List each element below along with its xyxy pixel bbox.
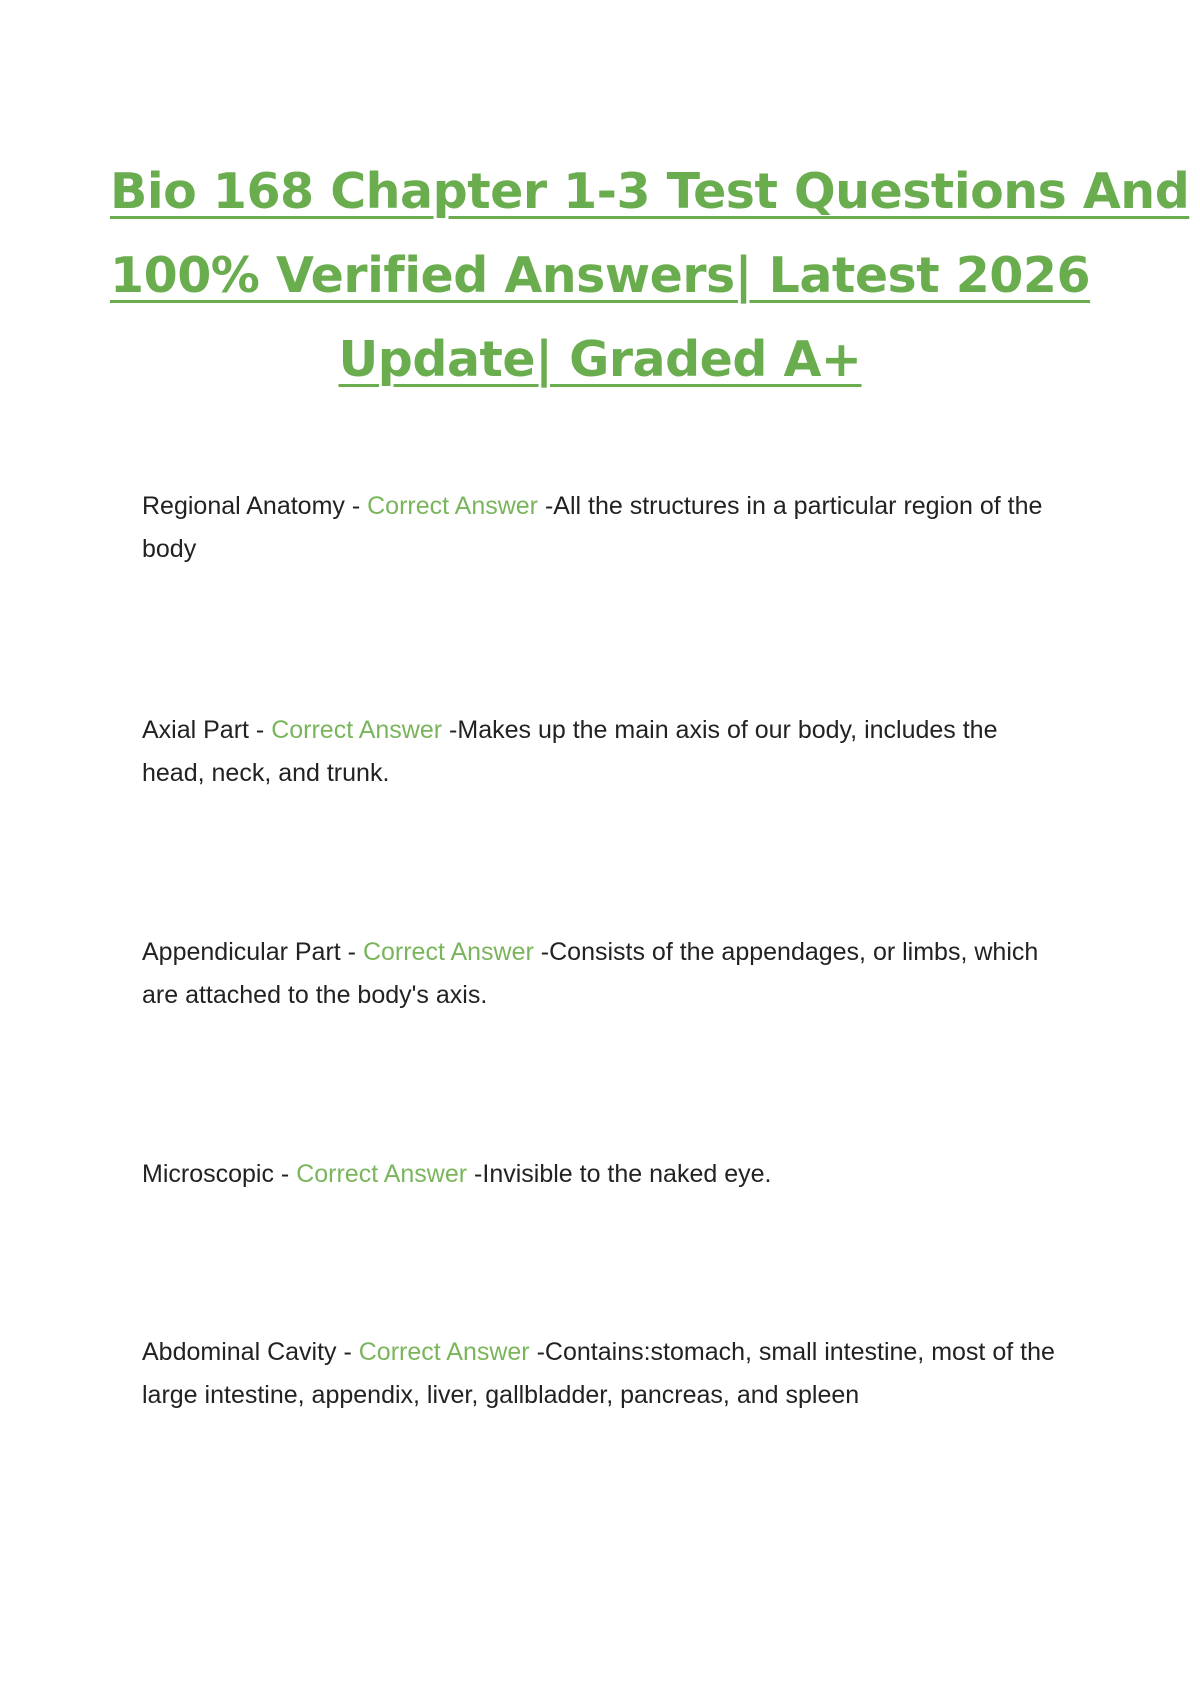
correct-answer-label: Correct Answer bbox=[367, 492, 539, 520]
qa-entry-appendicular-part: Appendicular Part - Correct Answer -Consists of the appendages, or limbs, which are attached to the body's axis. bbox=[142, 938, 1039, 1009]
entry-definition: Invisible to the naked eye. bbox=[482, 1160, 772, 1188]
entry-term: Axial Part bbox=[142, 716, 249, 744]
title-line-3 bbox=[110, 318, 1090, 402]
correct-answer-label: Correct Answer bbox=[358, 1338, 530, 1366]
entry-term: Abdominal Cavity bbox=[142, 1338, 337, 1366]
entry-term: Microscopic bbox=[142, 1160, 274, 1188]
qa-entry-microscopic: Microscopic - Correct Answer -Invisible to the naked eye. bbox=[142, 1160, 772, 1188]
title-line-2-text: 100% Verified Answers| Latest 2026 bbox=[110, 247, 1091, 304]
correct-answer-label: Correct Answer bbox=[362, 938, 534, 966]
title-line-1 bbox=[110, 150, 1190, 234]
qa-entry-abdominal-cavity: Abdominal Cavity - Correct Answer -Contains:stomach, small intestine, most of the large intestine, appendix, liver, gallbladder, pancreas, and spleen bbox=[142, 1338, 1055, 1409]
title-line-3-text: Update| Graded A+ bbox=[338, 331, 862, 388]
title-line-2 bbox=[110, 234, 1090, 318]
entry-term: Appendicular Part bbox=[142, 938, 341, 966]
entry-term: Regional Anatomy bbox=[142, 492, 345, 520]
title-line-1-text: Bio 168 Chapter 1-3 Test Questions And bbox=[110, 163, 1190, 220]
document-title bbox=[110, 150, 1190, 402]
entry-definition: Contains:stomach, small intestine, most of the large intestine, appendix, liver, gallbladder, pancreas, and spleen bbox=[142, 1338, 1055, 1409]
entry-definition: Makes up the main axis of our body, includes the head, neck, and trunk. bbox=[142, 716, 998, 787]
qa-entry-regional-anatomy: Regional Anatomy - Correct Answer -All the structures in a particular region of the body bbox=[142, 492, 1043, 563]
qa-entry-axial-part: Axial Part - Correct Answer -Makes up the main axis of our body, includes the head, neck, and trunk. bbox=[142, 716, 998, 787]
correct-answer-label: Correct Answer bbox=[296, 1160, 468, 1188]
correct-answer-label: Correct Answer bbox=[271, 716, 443, 744]
entry-definition: Consists of the appendages, or limbs, which are attached to the body's axis. bbox=[142, 938, 1039, 1009]
entry-definition: All the structures in a particular region of the body bbox=[142, 492, 1043, 563]
